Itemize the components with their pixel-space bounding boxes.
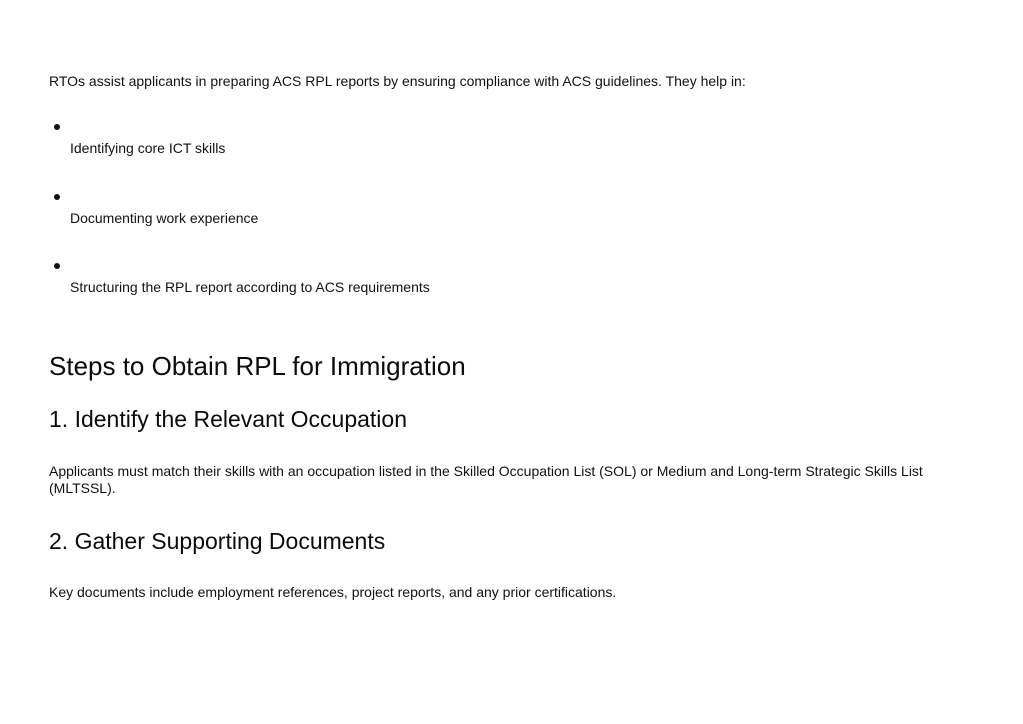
- list-item: [49, 263, 949, 307]
- intro-paragraph: RTOs assist applicants in preparing ACS RPL reports by ensuring compliance with ACS guidelines. They help in:: [49, 73, 746, 89]
- step2-heading: 2. Gather Supporting Documents: [49, 528, 386, 554]
- list-item-text: Documenting work experience: [70, 210, 259, 226]
- step1-paragraph: Applicants must match their skills with an occupation listed in the Skilled Occupation List (SOL) or Medium and Long-term Strategic Skills List (MLTSSL).: [49, 463, 923, 496]
- bullet-icon: [54, 124, 60, 130]
- list-item: [49, 124, 949, 168]
- bullet-icon: [54, 263, 60, 269]
- list-item-text: Identifying core ICT skills: [70, 140, 226, 156]
- list-item-text: Structuring the RPL report according to ACS requirements: [70, 279, 430, 295]
- step2-paragraph: Key documents include employment references, project reports, and any prior certifications.: [49, 584, 617, 600]
- step1-heading: 1. Identify the Relevant Occupation: [49, 406, 407, 432]
- bullet-icon: [54, 194, 60, 200]
- steps-heading: Steps to Obtain RPL for Immigration: [49, 351, 466, 381]
- list-item: [49, 194, 949, 238]
